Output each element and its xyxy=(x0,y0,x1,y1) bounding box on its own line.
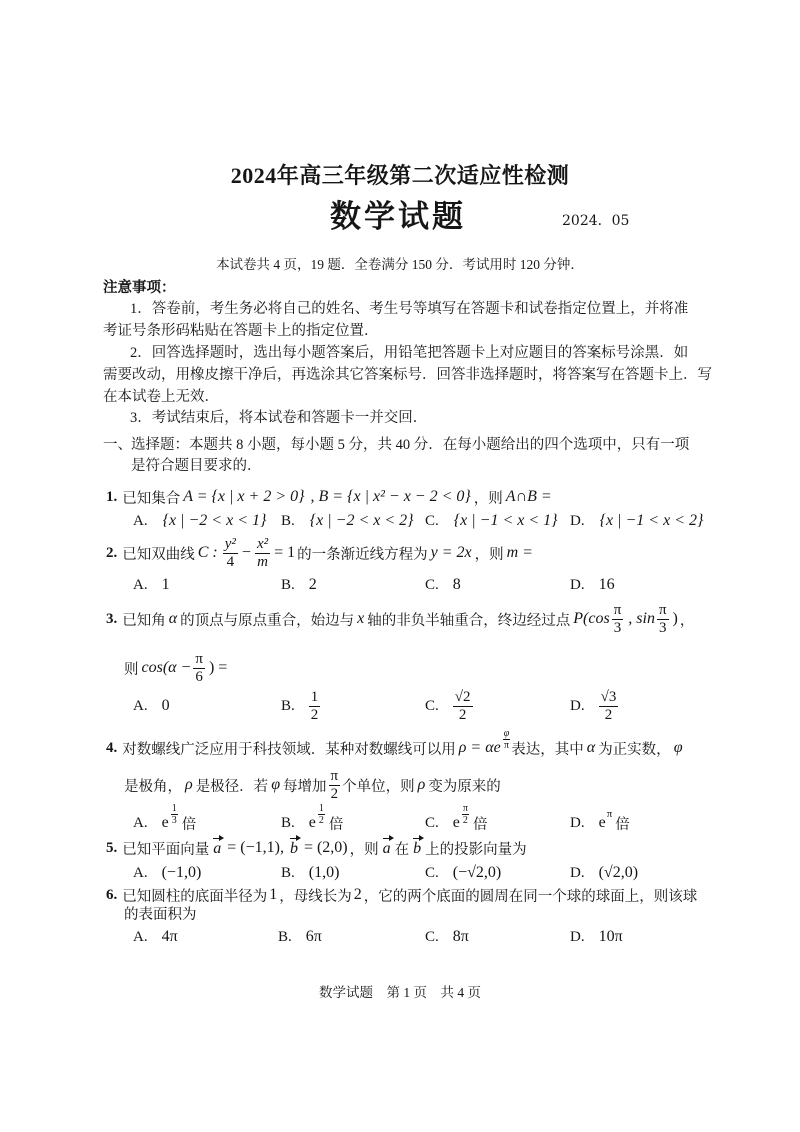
stem-text: 是极角， xyxy=(124,778,182,795)
exponent-value: π xyxy=(606,808,613,820)
option-value: (−√2,0) xyxy=(452,864,502,881)
option-value: {x | −2 < x < 2} xyxy=(309,512,414,529)
math-expression: y = 2x xyxy=(430,544,472,561)
question-3-stem-line-1 xyxy=(106,599,694,639)
stem-text: 表达，其中 xyxy=(511,741,584,758)
option-label: B. xyxy=(281,697,295,714)
fraction xyxy=(171,803,178,826)
stem-text: 是极径．若 xyxy=(195,778,269,795)
fraction-denominator: 2 xyxy=(604,706,613,723)
fraction-numerator: φ xyxy=(503,727,510,739)
fraction xyxy=(318,803,325,826)
power-expression xyxy=(597,808,613,832)
option-label: A. xyxy=(133,814,148,831)
option-label: C. xyxy=(425,814,439,831)
question-number: 3. xyxy=(106,610,118,627)
math-expression: = 1 xyxy=(274,544,296,561)
option-value: 0 xyxy=(161,697,170,714)
power-base: e xyxy=(598,814,606,831)
stem-text: 轴的非负半轴重合，终边经过点 xyxy=(367,612,571,629)
exam-title: 2024年高三年级第二次适应性检测 xyxy=(230,163,570,188)
fraction-denominator: m xyxy=(257,553,268,570)
vector-b: b xyxy=(289,839,298,857)
option-label: C. xyxy=(425,576,439,593)
fraction-numerator: 1 xyxy=(318,802,324,814)
option-label: A. xyxy=(133,928,148,945)
exam-info: 本试卷共 4 页，19 题．全卷满分 150 分．考试用时 120 分钟． xyxy=(216,257,584,272)
option-label: A. xyxy=(133,697,148,714)
exponent xyxy=(607,808,613,820)
fraction xyxy=(309,689,321,724)
fraction-numerator: √3 xyxy=(600,688,617,705)
option-value: {x | −1 < x < 2} xyxy=(599,512,704,529)
fraction xyxy=(462,803,469,826)
exponent xyxy=(502,728,512,751)
math-symbol: φ xyxy=(673,739,683,756)
option-d xyxy=(570,917,625,957)
stem-text: 已知角 xyxy=(122,612,166,629)
notes-item-2-line-2: 需要改动，用橡皮擦干净后，再选涂其它答案标号．回答非选择题时，将答案写在答题卡上．写 xyxy=(103,367,712,383)
stem-text: 的顶点与原点重合，始边与 xyxy=(180,612,355,629)
option-label: B. xyxy=(281,512,295,529)
fraction-denominator: 2 xyxy=(310,706,319,723)
option-label: A. xyxy=(133,512,148,529)
exam-date: 2024．05 xyxy=(562,213,630,229)
section-line-2: 是符合题目要求的． xyxy=(131,458,262,474)
stem-text: ，则 xyxy=(349,841,379,858)
math-expression: A∩B = xyxy=(505,488,552,505)
math-expression: , sin xyxy=(628,610,655,627)
fraction-denominator: 4 xyxy=(226,553,235,570)
stem-text: ，它的两个底面的圆周在同一个球的球面上，则该球 xyxy=(363,888,698,905)
notes-item-2-line-3: 在本试卷上无效． xyxy=(103,389,219,405)
math-symbol: ρ xyxy=(185,776,193,793)
option-value: 1 xyxy=(161,576,170,593)
fraction-numerator: 1 xyxy=(171,802,177,814)
section-line-1: 选择题：本题共 8 小题，每小题 5 分，共 40 分．在每小题给出的四个选项中，只有一项 xyxy=(131,437,690,453)
power-expression xyxy=(456,727,512,760)
option-label: D. xyxy=(570,814,585,831)
stem-text: 每增加 xyxy=(283,778,327,795)
fraction-numerator: π xyxy=(462,802,468,814)
vector-a: a xyxy=(213,839,222,857)
section-number: 一、 xyxy=(103,437,132,453)
subject-title: 数学试题 xyxy=(330,199,466,234)
option-value: (1,0) xyxy=(308,864,340,881)
question-number: 6. xyxy=(106,886,118,903)
option-label: C. xyxy=(425,697,439,714)
option-label: B. xyxy=(281,814,295,831)
option-value: (√2,0) xyxy=(598,864,639,881)
math-symbol: α xyxy=(168,610,178,627)
exponent xyxy=(461,803,470,826)
notes-heading: 注意事项： xyxy=(103,280,176,296)
option-value: 10π xyxy=(598,928,623,945)
option-label: A. xyxy=(133,576,148,593)
option-value: 8π xyxy=(452,928,469,945)
fraction-numerator: x² xyxy=(256,535,269,552)
option-label: D. xyxy=(570,576,585,593)
stem-text: 上的投影向量为 xyxy=(425,841,527,858)
stem-text: 在 xyxy=(394,841,410,858)
option-label: C. xyxy=(425,864,439,881)
stem-text: 已知圆柱的底面半径为 xyxy=(122,888,268,905)
math-operator: − xyxy=(241,544,251,561)
math-number: 1 xyxy=(269,886,278,903)
math-expression: m = xyxy=(506,544,533,561)
question-4-stem-line-1 xyxy=(106,728,686,768)
math-expression: , B = {x | x² − x − 2 < 0} xyxy=(310,488,471,505)
math-expression: C : xyxy=(197,544,218,561)
question-6-stem-line-2: 的表面积为 xyxy=(124,907,197,923)
option-label: B. xyxy=(281,576,295,593)
exponent xyxy=(170,803,179,826)
stem-text: ，则 xyxy=(473,490,503,507)
option-label: B. xyxy=(281,864,295,881)
question-3-options xyxy=(0,686,800,726)
option-value: {x | −1 < x < 1} xyxy=(453,512,558,529)
fraction-numerator: 1 xyxy=(310,688,319,705)
option-label: D. xyxy=(570,512,585,529)
stem-text: ，母线长为 xyxy=(279,888,352,905)
vector-a: a xyxy=(382,839,391,857)
question-number: 4. xyxy=(106,739,118,756)
fraction-numerator: π xyxy=(613,601,622,618)
fraction-denominator: 3 xyxy=(613,619,622,636)
option-d xyxy=(570,686,620,726)
option-label: C. xyxy=(425,512,439,529)
notes-item-1-line-1: 1．答卷前，考生务必将自己的姓名、考生号等填写在答题卡和试卷指定位置上，并将准 xyxy=(130,301,689,317)
stem-text: 变为原来的 xyxy=(428,778,501,795)
exponent xyxy=(317,803,326,826)
option-value: 8 xyxy=(452,576,461,593)
notes-item-2-line-1: 2．回答选择题时，选出每小题答案后，用铅笔把答题卡上对应题目的答案标号涂黑．如 xyxy=(130,345,689,361)
option-label: C. xyxy=(425,928,439,945)
option-c xyxy=(425,686,475,726)
math-symbol: α xyxy=(586,739,596,756)
vector-b: b xyxy=(413,839,422,857)
fraction-denominator: 3 xyxy=(171,814,177,826)
option-value: {x | −2 < x < 1} xyxy=(162,512,267,529)
math-expression: ) = xyxy=(208,659,228,676)
power-base: e xyxy=(452,814,460,831)
option-unit: 倍 xyxy=(328,816,344,833)
stem-text: 为正实数， xyxy=(598,741,671,758)
math-symbol: x xyxy=(357,610,365,627)
option-d xyxy=(570,501,706,541)
stem-text: 的一条渐近线方程为 xyxy=(297,546,428,563)
option-c xyxy=(425,917,471,957)
stem-text: 个单位，则 xyxy=(342,778,415,795)
option-a xyxy=(133,917,180,957)
math-symbol: φ xyxy=(271,776,281,793)
math-expression: cos(α − xyxy=(141,659,192,676)
fraction-denominator: 3 xyxy=(658,619,667,636)
option-label: A. xyxy=(133,864,148,881)
fraction-numerator: π xyxy=(330,767,339,784)
option-value: 2 xyxy=(308,576,317,593)
option-label: D. xyxy=(570,864,585,881)
question-number: 2. xyxy=(106,544,118,561)
fraction xyxy=(612,602,624,637)
question-6-options xyxy=(0,917,800,957)
option-label: B. xyxy=(278,928,292,945)
fraction-denominator: 6 xyxy=(195,668,203,685)
fraction xyxy=(657,602,669,637)
fraction xyxy=(599,689,619,724)
fraction-numerator: π xyxy=(195,650,203,667)
power-base: e xyxy=(308,814,316,831)
page-footer: 数学试题 第 1 页 共 4 页 xyxy=(319,985,481,1000)
option-b xyxy=(281,686,322,726)
option-d xyxy=(570,803,630,843)
math-expression: = (2,0) xyxy=(303,839,348,856)
math-expression: = (−1,1), xyxy=(227,839,284,856)
stem-text: ， xyxy=(679,612,695,629)
notes-item-3-line-1: 3．考试结束后，将本试卷和答题卡一并交回． xyxy=(130,410,428,426)
fraction-numerator: √2 xyxy=(454,688,471,705)
question-3-stem-line-2 xyxy=(124,648,229,688)
question-number: 5. xyxy=(106,839,118,856)
fraction xyxy=(503,728,511,751)
option-unit: 倍 xyxy=(472,816,488,833)
fraction xyxy=(193,651,205,686)
question-number: 1. xyxy=(106,488,118,505)
math-expression: ) xyxy=(672,610,678,627)
fraction xyxy=(329,768,341,803)
math-expression: P(cos xyxy=(573,610,610,627)
math-number: 2 xyxy=(353,886,362,903)
option-value: 16 xyxy=(598,576,615,593)
power-base: e xyxy=(161,814,169,831)
stem-text: 则 xyxy=(124,661,139,678)
option-value: 6π xyxy=(305,928,322,945)
fraction-numerator: π xyxy=(658,601,667,618)
fraction xyxy=(453,689,473,724)
fraction-denominator: 2 xyxy=(458,706,467,723)
option-unit: 倍 xyxy=(615,816,630,833)
question-4-stem-line-2 xyxy=(124,765,501,805)
option-value: (−1,0) xyxy=(161,864,202,881)
fraction-numerator: y² xyxy=(224,535,236,552)
option-a xyxy=(133,686,172,726)
option-value: 4π xyxy=(161,928,178,945)
math-symbol: ρ xyxy=(417,776,426,793)
option-b xyxy=(278,917,324,957)
math-expression: ρ = αe xyxy=(458,739,501,756)
option-label: D. xyxy=(570,928,585,945)
stem-text: 已知平面向量 xyxy=(122,841,210,858)
fraction-denominator: 2 xyxy=(330,785,339,802)
option-unit: 倍 xyxy=(181,816,197,833)
fraction-denominator: 2 xyxy=(462,814,468,826)
notes-item-1-line-2: 考证号条形码粘贴在答题卡上的指定位置． xyxy=(103,323,379,339)
fraction-denominator: π xyxy=(503,739,510,751)
stem-text: 已知集合 xyxy=(122,490,181,507)
math-expression: A = {x | x + 2 > 0} xyxy=(183,488,305,505)
stem-text: 已知双曲线 xyxy=(122,546,195,563)
option-label: D. xyxy=(570,697,585,714)
fraction-denominator: 2 xyxy=(318,814,324,826)
stem-text: ，则 xyxy=(474,546,504,563)
stem-text: 对数螺线广泛应用于科技领域．某种对数螺线可以用 xyxy=(122,741,456,758)
